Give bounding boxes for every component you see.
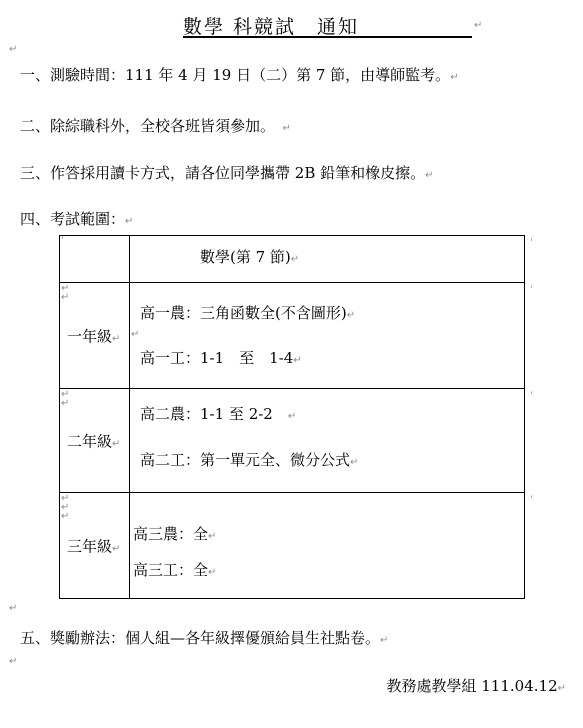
- table-corner-cell: [60, 236, 130, 283]
- cell-end-mark-icon: ˈ: [530, 285, 533, 296]
- table-row: [60, 283, 525, 389]
- item-answer-method-text: 三、作答採用讀卡方式，請各位同學攜帶 2B 鉛筆和橡皮擦。: [20, 164, 426, 182]
- item-award: [20, 627, 388, 648]
- range-entry: 高一農：三角函數全(不含圖形)↵: [140, 304, 356, 322]
- paragraph-mark-icon: ↵: [474, 20, 483, 31]
- signature-text: 教務處教學組 111.04.12: [386, 677, 558, 695]
- grade-cell: [60, 283, 130, 389]
- paragraph-mark-icon: ↵: [425, 170, 434, 181]
- paragraph-mark-icon: ↵: [131, 329, 140, 340]
- cell-end-mark-icon: ˈ: [530, 495, 533, 506]
- exam-range-table: [59, 235, 533, 599]
- range-entry: 高三工：全↵: [133, 561, 217, 579]
- paragraph-mark-icon: ↵: [125, 216, 134, 227]
- grade-cell: [60, 389, 130, 493]
- notice-title: [183, 12, 472, 38]
- grade-label: 三年級↵: [67, 537, 121, 555]
- paragraph-mark-icon: ↵: [9, 603, 18, 614]
- item-exam-range-text: 四、考試範圍：: [20, 210, 126, 228]
- range-entry: 高三農：全↵: [133, 525, 217, 543]
- cell-mark-icon: ↵ ↵: [61, 283, 70, 303]
- cell-mark-icon: ↵ ↵ ↵: [61, 493, 70, 522]
- cell-mark-icon: ↵ ↵: [61, 389, 70, 409]
- notice-title-text: 數學 科競試 通知: [183, 16, 360, 38]
- range-entry: 高二工：第一單元全、微分公式↵: [140, 451, 359, 469]
- item-exam-range: [20, 208, 133, 229]
- range-cell: [130, 389, 533, 493]
- cell-end-mark-icon: ˈ: [530, 238, 533, 249]
- paragraph-mark-icon: ↵: [9, 44, 18, 55]
- cell-mark-icon: ˈ: [61, 236, 64, 247]
- range-cell: [130, 283, 533, 389]
- table-header-row: [60, 236, 525, 283]
- paragraph-mark-icon: ↵: [290, 254, 300, 265]
- table-row: [60, 389, 525, 493]
- cell-end-mark-icon: ˈ: [530, 391, 533, 402]
- table-header-text: 數學(第 7 節)↵: [200, 248, 300, 266]
- table-header-cell: [130, 236, 533, 283]
- item-award-text: 五、獎勵辦法：個人組—各年級擇優頒給員生社點卷。: [20, 629, 381, 647]
- range-entry: 高二農：1-1 至 2-2 ↵: [140, 405, 297, 423]
- grade-label: 二年級↵: [67, 432, 121, 450]
- paragraph-mark-icon: ↵: [557, 683, 566, 694]
- table-row: [60, 493, 525, 599]
- signature: [387, 675, 567, 696]
- paragraph-mark-icon: ↵: [9, 656, 18, 667]
- item-exam-time-text: 一、測驗時間：111 年 4 月 19 日（二）第 7 節，由導師監考。: [20, 66, 451, 84]
- paragraph-mark-icon: ↵: [380, 635, 389, 646]
- item-participants: [20, 115, 291, 136]
- grade-label: 一年級↵: [67, 327, 121, 345]
- range-cell: [130, 493, 533, 599]
- item-exam-time: [20, 64, 459, 85]
- paragraph-mark-icon: ↵: [450, 72, 459, 83]
- grade-cell: [60, 493, 130, 599]
- range-entry: 高一工：1-1 至 1-4↵: [140, 349, 302, 367]
- item-answer-method: [20, 162, 434, 183]
- paragraph-mark-icon: ↵: [282, 123, 291, 134]
- item-participants-text: 二、除綜職科外，全校各班皆須參加。: [20, 117, 268, 135]
